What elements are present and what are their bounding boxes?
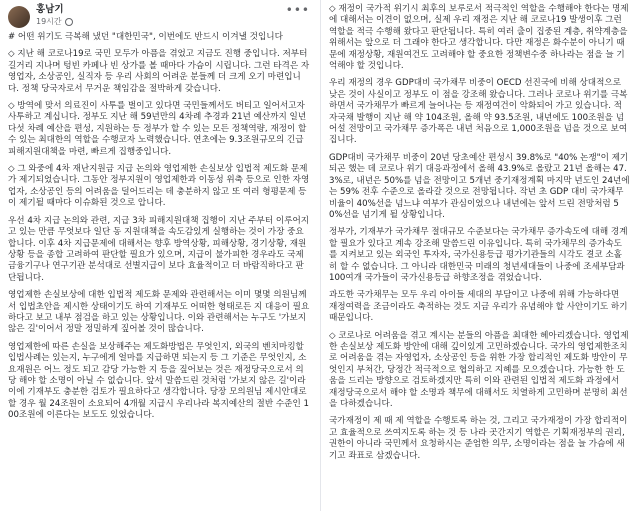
post-paragraph: 영업제한 손실보상에 대한 입법적 제도화 문제와 관련해서는 이미 몇몇 의원님께서 입법초안을 제시한 상태이기도 하여 기재부도 어떠한 형태로든 지 대응이 필요하다고 보고 내부 점검을 하고 있는 상황입니다. 이와 관련해서는 누구도 '가보지 않은 길'이어서 정말 정밀하게 짚어볼 것이 많습니다.	[8, 290, 310, 335]
author-name[interactable]: 홍남기	[36, 4, 64, 15]
more-icon[interactable]: •••	[285, 3, 310, 17]
post-paragraph: GDP대비 국가채무 비중이 20년 당초예산 편성시 39.8%로 "40% 논쟁"이 제기되곤 했는 데 코로나 위기 대응과정에서 올해 43.9%로 올랐고 21년 올해는 47.3%로, 내년은 50%를 넘을 전망이고 5개년 중기재정계획 마지막 년도인 24년에는 59% 전후 수준으로 올라갈 것으로 전망됩니다. 작년 초 GDP 대비 국가채무비율이 40%선을 넘느냐 여부가 관심이었으나 내년에는 앞서 드린 전망처럼 50%선을 넘기게 될 상황입니다.	[329, 152, 630, 220]
post-left-column	[0, 0, 318, 511]
author-info	[36, 4, 73, 27]
post-body-left	[8, 32, 310, 422]
post-header	[8, 4, 310, 32]
post-right-column	[320, 0, 640, 511]
post-paragraph: 우선 4차 지급 논의와 관련, 지급 3차 피해지원대책 집행이 지난 주부터 이루어지고 있는 만큼 무엇보다 일단 동 지원대책을 속도감있게 실행하는 것이 가장 중요합니다. 이후 4차 지급문제에 대해서는 향후 방역상황, 피해상황, 경기상황, 재원상황 등을 종합 고려하여 판단할 필요가 있으며, 지급이 불가피한 경우라도 국제금융기구나 연구기관 분석대로 선별지급이 보다 효율적이고 더 바람직하다고 판단됩니다.	[8, 215, 310, 283]
post-paragraph: 영업제한에 따른 손실을 보상해주는 제도화방법은 무엇인지, 외국의 벤치마킹할 입법사례는 있는지, 누구에게 얼마를 지급하면 되는지 등 그 기준은 무엇인지, 소요재원은 어느 정도 되고 감당 가능한 지 등을 짚어보는 것은 재정당국으로서 의당 해야 할 소명이 아닐 수 없습니다. 앞서 말씀드린 것처럼 '가보지 않은 길'이라 이에 기재부도 충분한 검토가 필요하다고 생각합니다. 당장 모의원님 제시안대로 할 경우 월 24조원이 소요되어 4개월 지급시 우리나라 복지예산의 절반 수준인 100조원에 이른다는 보도도 있었습니다.	[8, 341, 309, 421]
post-paragraph: ◇ 방역에 맞서 의료진이 사투를 벌이고 있다면 국민들께서도 버티고 일어서고자 사투하고 계십니다. 정부도 지난 해 59년만의 4차례 추경과 21년 예산까지 일년 다섯 차례 예산을 편성, 지원하는 등 정부가 할 수 있는 모든 정책역량, 재정이 할 수 있는 최대한의 역할을 수행코자 노력했습니다. 연초에는 9.3조원규모의 긴급피해지원대책을 마련, 빠르게 집행중입니다.	[8, 101, 307, 157]
author-avatar[interactable]	[8, 6, 30, 28]
post-paragraph: ◇ 그 와중에 4차 재난지원금 지급 논의와 영업제한 손실보상 입법적 제도화 문제가 제기되었습니다. 그동안 정부지원이 영업제한과 이동성 위축 등으로 인한 자영업자, 소상공인 등의 어려움을 덜어드리는 데 충분하지 않고 또 여러 형평문제 등이 제기될 때마다 이슈화된 것으로 압니다.	[8, 164, 310, 209]
post-paragraph: 과도한 국가채무는 모두 우리 아이들 세대의 부담이고 나중에 위해 가능하다면 재정여력을 조금이라도 축적하는 것도 지금 우리가 유념해야 할 사안이기도 하기 때문입니다.	[329, 290, 628, 324]
post-paragraph: 국가재정이 제 때 제 역할을 수행토록 하는 것, 그리고 국가재정이 가장 합리적이고 효율적으로 쓰여지도록 하는 것 등 나라 곳간지기 역할은 기획재정부의 권리, 권한이 아니라 국민께서 요청하시는 준엄한 의무, 소명이라는 점을 늘 가슴에 새기고 좌표로 삼겠습니다.	[329, 416, 628, 461]
post-paragraph: 정부가, 기재부가 국가채무 절대규모 수준보다는 국가채무 증가속도에 대해 경계할 필요가 있다고 계속 강조해 말씀드린 이유입니다. 특히 국가채무의 증가속도를 지켜보고 있는 외국인 투자자, 국가신용등급 평가기관들의 시각도 결코 소홀히 할 수 없습니다. 그 아니라 대한민국 미래의 청년세대들이 나중에 조세부담과 100여개 국가들이 국가신용등급 하향조정을 겪었습니다.	[329, 227, 628, 283]
post-body-right	[329, 4, 630, 462]
post-paragraph: ◇ 코로나로 어려움을 겪고 계시는 분들의 아픔을 최대한 헤아리겠습니다. 영업제한 손실보상 제도화 방안에 대해 깊이있게 고민하겠습니다. 국가의 영업제한조치로 어려움을 겪는 자영업자, 소상공인 등을 위한 가장 합리적인 제도화 방안이 무엇인지 부처간, 당정간 적극적으로 협의하고 지혜를 모으겠습니다. 가능한 한 도움을 드리는 방향으로 검토하겠지만 특히 이와 관련된 입법적 제도화 과정에서 재정당국으로서 해야 할 소명과 책무에 대해서도 치열하게 고민하며 분명히 최선을 다하겠습니다.	[329, 330, 629, 409]
globe-icon	[65, 18, 73, 26]
post-paragraph: ◇ 재정이 국가적 위기시 최후의 보루로서 적극적인 역할을 수행해야 한다는 명제에 대해서는 이견이 없으며, 실제 우리 재정은 지난 해 코로나19 발생이후 그런 역할을 적극 수행해 왔다고 판단됩니다. 특히 여러 출이 집중된 계층, 취약계층을 위해서는 앞으로 더 그래야 한다고 생각합니다. 다만 재정은 화수분이 아니기 때문에 재정상황, 재원여건도 고려해야 할 중요한 정책변수중 하나라는 점을 늘 기억해야 할 것입니다.	[329, 4, 629, 72]
post-meta	[36, 16, 73, 27]
post-time[interactable]: 19시간	[36, 17, 62, 26]
post-paragraph: # 어떤 위기도 극복해 냈던 "대한민국", 이번에도 반드시 이겨낼 것입니다	[8, 32, 283, 42]
post-paragraph: 우리 재정의 경우 GDP대비 국가채무 비중이 OECD 선진국에 비해 상대적으로 낮은 것이 사실이고 정부도 이 점을 강조해 왔습니다. 그러나 코로나 위기를 극복하면서 국가채무가 빠르게 늘어나는 등 재정여건이 악화되어 가고 있습니다. 적자국채 발행이 지난 해 약 104조원, 올해 약 93.5조원, 내년에도 100조원을 넘어설 전망이고 국가채무 증가폭은 내년 처음으로 1,000조원을 넘을 것으로 보여집니다.	[329, 78, 628, 146]
post-paragraph: ◇ 지난 해 코로나19로 국민 모두가 아픔을 겪었고 지금도 진행 중입니다. 저부터 길거리 지나며 텅빈 카페나 빈 상가를 볼 때마다 가슴이 시립니다. 그런 타격은 자영업자, 소상공인, 실직자 등 우리 사회의 어려운 분들께 더 크게 오기 마련입니다. 정책 당국자로서 무거운 책임감을 절박하게 갖습니다.	[8, 49, 310, 94]
